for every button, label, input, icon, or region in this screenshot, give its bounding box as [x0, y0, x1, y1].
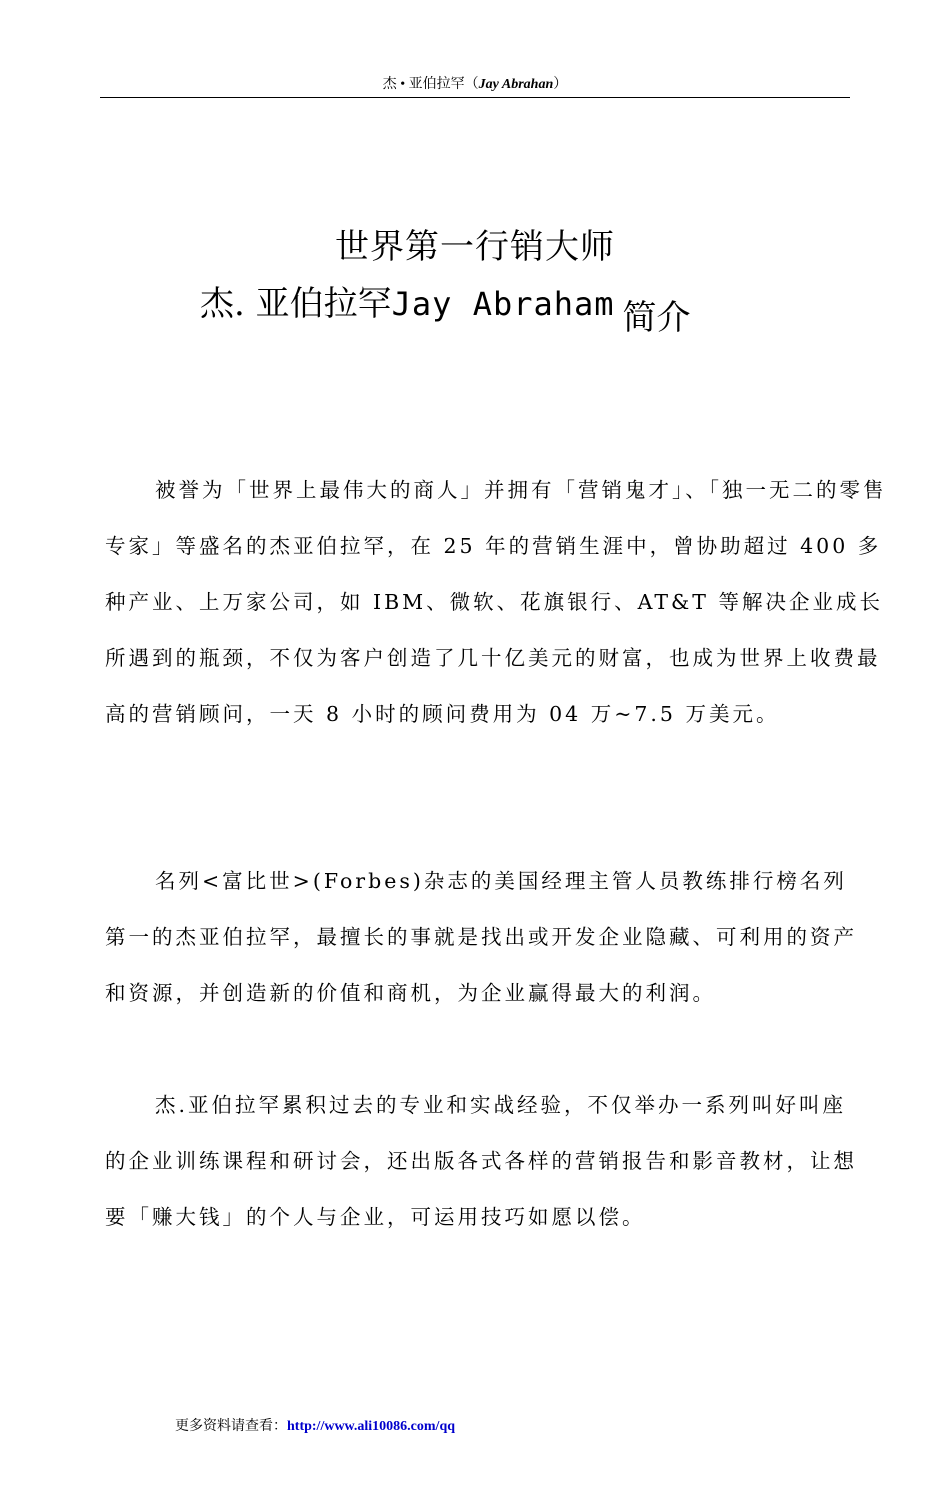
paragraph-2: 名列<富比世>(Forbes)杂志的美国经理主管人员教练排行榜名列第一的杰亚伯拉罕，最擅长的事就是找出或开发企业隐藏、可利用的资产和资源，并创造新的价值和商机，为企业赢得最大的利润。: [105, 869, 857, 1005]
paragraph-1: 被誉为「世界上最伟大的商人」并拥有「营销鬼才」、「独一无二的零售专家」等盛名的杰亚伯拉罕，在 25 年的营销生涯中，曾协助超过 400 多种产业、上万家公司，如 IBM、微软、花旗银行、AT&T 等解决企业成长所遇到的瓶颈，不仅为客户创造了几十亿美元的财富，也成为世界上收费最高的营销顾问，一天 8 小时的顾问费用为 04 万~7.5 万美元。: [105, 478, 887, 726]
footer-label: 更多资料请查看：: [175, 1418, 287, 1434]
header-suffix: ）: [553, 77, 568, 92]
header-divider: [100, 97, 850, 98]
page-footer: [175, 1416, 455, 1437]
subtitle-name-cn: 杰. 亚伯拉罕: [200, 284, 392, 324]
paragraph-3: 杰.亚伯拉罕累积过去的专业和实战经验，不仅举办一系列叫好叫座的企业训练课程和研讨会，还出版各式各样的营销报告和影音教材，让想要「赚大钱」的个人与企业，可运用技巧如愿以偿。: [105, 1093, 857, 1229]
subtitle-name-en: Jay Abraham: [391, 285, 615, 323]
document-subtitle: [200, 282, 820, 338]
footer-link[interactable]: http://www.ali10086.com/qq: [287, 1419, 456, 1434]
subtitle-suffix: 简介: [622, 298, 691, 338]
page-header: [0, 76, 950, 94]
document-title: 世界第一行销大师: [335, 227, 615, 267]
header-prefix: 杰 • 亚伯拉罕（: [382, 77, 479, 92]
header-name-en: Jay Abrahan: [478, 77, 554, 92]
